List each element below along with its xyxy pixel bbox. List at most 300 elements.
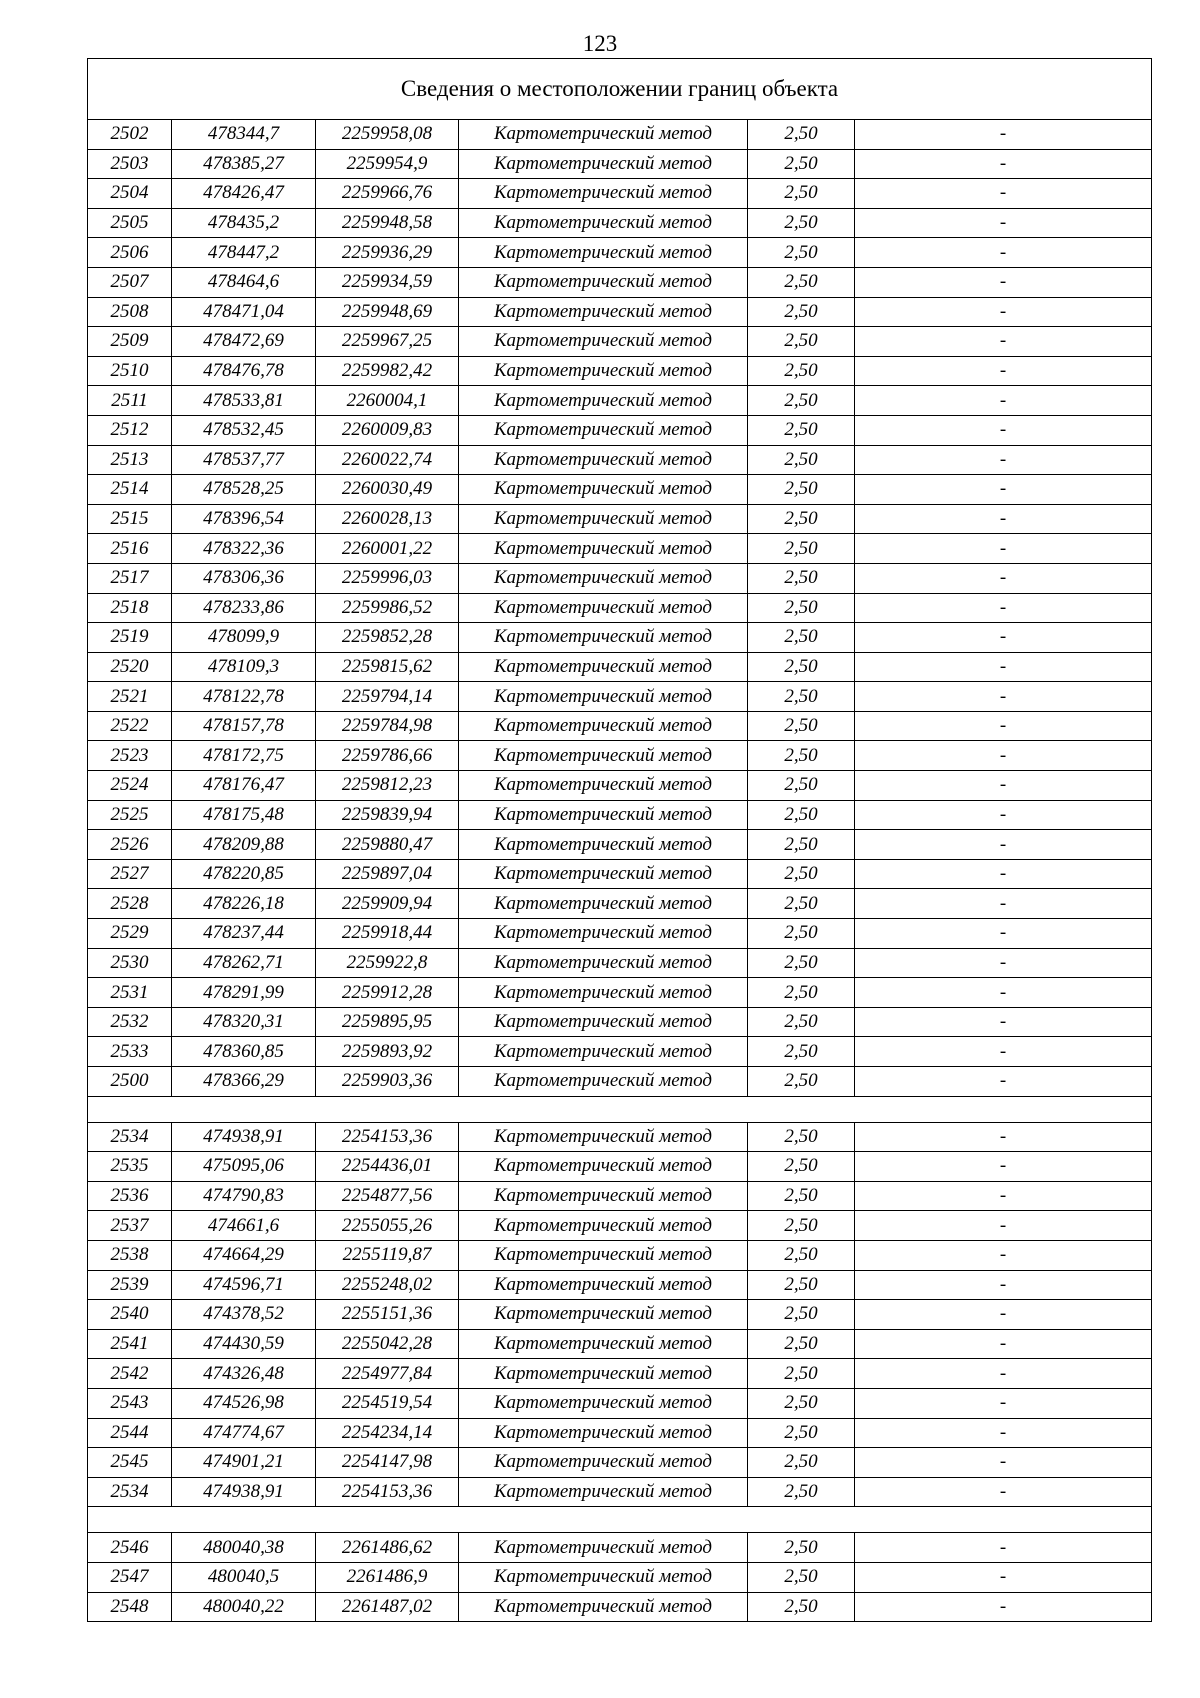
accuracy-cell: 2,50	[748, 1240, 855, 1270]
method-cell: Картометрический метод	[459, 859, 748, 889]
accuracy-cell: 2,50	[748, 593, 855, 623]
x-coordinate-cell: 478220,85	[172, 859, 316, 889]
y-coordinate-cell: 2259815,62	[316, 652, 459, 682]
point-number-cell: 2548	[88, 1592, 172, 1622]
point-number-cell: 2514	[88, 475, 172, 505]
accuracy-cell: 2,50	[748, 1329, 855, 1359]
y-coordinate-cell: 2259948,69	[316, 297, 459, 327]
accuracy-cell: 2,50	[748, 267, 855, 297]
description-cell: -	[855, 120, 1152, 150]
x-coordinate-cell: 478360,85	[172, 1037, 316, 1067]
y-coordinate-cell: 2254147,98	[316, 1448, 459, 1478]
method-cell: Картометрический метод	[459, 1181, 748, 1211]
description-cell: -	[855, 978, 1152, 1008]
x-coordinate-cell: 478528,25	[172, 475, 316, 505]
method-cell: Картометрический метод	[459, 386, 748, 416]
method-cell: Картометрический метод	[459, 1477, 748, 1507]
x-coordinate-cell: 474790,83	[172, 1181, 316, 1211]
description-cell: -	[855, 1211, 1152, 1241]
y-coordinate-cell: 2254877,56	[316, 1181, 459, 1211]
point-number-cell: 2541	[88, 1329, 172, 1359]
method-cell: Картометрический метод	[459, 948, 748, 978]
method-cell: Картометрический метод	[459, 1359, 748, 1389]
y-coordinate-cell: 2259786,66	[316, 741, 459, 771]
description-cell: -	[855, 1418, 1152, 1448]
table-row	[88, 1067, 1152, 1097]
accuracy-cell: 2,50	[748, 859, 855, 889]
accuracy-cell: 2,50	[748, 1181, 855, 1211]
description-cell: -	[855, 475, 1152, 505]
method-cell: Картометрический метод	[459, 208, 748, 238]
method-cell: Картометрический метод	[459, 327, 748, 357]
method-cell: Картометрический метод	[459, 475, 748, 505]
point-number-cell: 2533	[88, 1037, 172, 1067]
x-coordinate-cell: 478533,81	[172, 386, 316, 416]
method-cell: Картометрический метод	[459, 830, 748, 860]
method-cell: Картометрический метод	[459, 1067, 748, 1097]
page-number: 123	[582, 31, 618, 56]
description-cell: -	[855, 682, 1152, 712]
table-row	[88, 1359, 1152, 1389]
accuracy-cell: 2,50	[748, 386, 855, 416]
method-cell: Картометрический метод	[459, 889, 748, 919]
table-row	[88, 386, 1152, 416]
y-coordinate-cell: 2259880,47	[316, 830, 459, 860]
description-cell: -	[855, 1388, 1152, 1418]
method-cell: Картометрический метод	[459, 1533, 748, 1563]
method-cell: Картометрический метод	[459, 1418, 748, 1448]
point-number-cell: 2517	[88, 563, 172, 593]
point-number-cell: 2540	[88, 1300, 172, 1330]
accuracy-cell: 2,50	[748, 1007, 855, 1037]
point-number-cell: 2520	[88, 652, 172, 682]
method-cell: Картометрический метод	[459, 534, 748, 564]
accuracy-cell: 2,50	[748, 1067, 855, 1097]
table-row	[88, 652, 1152, 682]
point-number-cell: 2543	[88, 1388, 172, 1418]
method-cell: Картометрический метод	[459, 1329, 748, 1359]
accuracy-cell: 2,50	[748, 830, 855, 860]
x-coordinate-cell: 478306,36	[172, 563, 316, 593]
point-number-cell: 2506	[88, 238, 172, 268]
description-cell: -	[855, 1562, 1152, 1592]
method-cell: Картометрический метод	[459, 1007, 748, 1037]
point-number-cell: 2542	[88, 1359, 172, 1389]
x-coordinate-cell: 480040,38	[172, 1533, 316, 1563]
accuracy-cell: 2,50	[748, 208, 855, 238]
description-cell: -	[855, 741, 1152, 771]
y-coordinate-cell: 2254153,36	[316, 1122, 459, 1152]
description-cell: -	[855, 415, 1152, 445]
block-separator-row	[88, 1096, 1152, 1122]
accuracy-cell: 2,50	[748, 919, 855, 949]
table-title-row	[88, 59, 1152, 120]
method-cell: Картометрический метод	[459, 445, 748, 475]
description-cell: -	[855, 800, 1152, 830]
y-coordinate-cell: 2259893,92	[316, 1037, 459, 1067]
x-coordinate-cell: 474661,6	[172, 1211, 316, 1241]
accuracy-cell: 2,50	[748, 504, 855, 534]
table-row	[88, 356, 1152, 386]
description-cell: -	[855, 179, 1152, 209]
y-coordinate-cell: 2254436,01	[316, 1152, 459, 1182]
method-cell: Картометрический метод	[459, 711, 748, 741]
method-cell: Картометрический метод	[459, 120, 748, 150]
method-cell: Картометрический метод	[459, 593, 748, 623]
description-cell: -	[855, 1007, 1152, 1037]
description-cell: -	[855, 504, 1152, 534]
accuracy-cell: 2,50	[748, 445, 855, 475]
x-coordinate-cell: 474378,52	[172, 1300, 316, 1330]
table-row	[88, 1300, 1152, 1330]
y-coordinate-cell: 2255248,02	[316, 1270, 459, 1300]
table-row	[88, 475, 1152, 505]
y-coordinate-cell: 2254977,84	[316, 1359, 459, 1389]
point-number-cell: 2529	[88, 919, 172, 949]
point-number-cell: 2518	[88, 593, 172, 623]
x-coordinate-cell: 478209,88	[172, 830, 316, 860]
table-row	[88, 1270, 1152, 1300]
method-cell: Картометрический метод	[459, 149, 748, 179]
table-row	[88, 120, 1152, 150]
y-coordinate-cell: 2254234,14	[316, 1418, 459, 1448]
description-cell: -	[855, 652, 1152, 682]
table-row	[88, 297, 1152, 327]
description-cell: -	[855, 1592, 1152, 1622]
x-coordinate-cell: 474938,91	[172, 1122, 316, 1152]
point-number-cell: 2535	[88, 1152, 172, 1182]
x-coordinate-cell: 478176,47	[172, 771, 316, 801]
accuracy-cell: 2,50	[748, 1418, 855, 1448]
x-coordinate-cell: 474596,71	[172, 1270, 316, 1300]
x-coordinate-cell: 478291,99	[172, 978, 316, 1008]
table-row	[88, 919, 1152, 949]
y-coordinate-cell: 2261487,02	[316, 1592, 459, 1622]
point-number-cell: 2534	[88, 1477, 172, 1507]
description-cell: -	[855, 208, 1152, 238]
y-coordinate-cell: 2260030,49	[316, 475, 459, 505]
point-number-cell: 2531	[88, 978, 172, 1008]
method-cell: Картометрический метод	[459, 1388, 748, 1418]
table-row	[88, 889, 1152, 919]
accuracy-cell: 2,50	[748, 800, 855, 830]
description-cell: -	[855, 623, 1152, 653]
table-row	[88, 445, 1152, 475]
description-cell: -	[855, 297, 1152, 327]
x-coordinate-cell: 474938,91	[172, 1477, 316, 1507]
description-cell: -	[855, 1152, 1152, 1182]
point-number-cell: 2539	[88, 1270, 172, 1300]
description-cell: -	[855, 534, 1152, 564]
accuracy-cell: 2,50	[748, 415, 855, 445]
accuracy-cell: 2,50	[748, 711, 855, 741]
x-coordinate-cell: 478172,75	[172, 741, 316, 771]
x-coordinate-cell: 478226,18	[172, 889, 316, 919]
accuracy-cell: 2,50	[748, 327, 855, 357]
y-coordinate-cell: 2259852,28	[316, 623, 459, 653]
separator-cell	[88, 1507, 1152, 1533]
x-coordinate-cell: 478322,36	[172, 534, 316, 564]
table-row	[88, 267, 1152, 297]
accuracy-cell: 2,50	[748, 238, 855, 268]
y-coordinate-cell: 2259996,03	[316, 563, 459, 593]
table-row	[88, 238, 1152, 268]
accuracy-cell: 2,50	[748, 1300, 855, 1330]
y-coordinate-cell: 2259839,94	[316, 800, 459, 830]
table-row	[88, 948, 1152, 978]
accuracy-cell: 2,50	[748, 563, 855, 593]
table-row	[88, 1448, 1152, 1478]
table-row	[88, 830, 1152, 860]
accuracy-cell: 2,50	[748, 1562, 855, 1592]
method-cell: Картометрический метод	[459, 563, 748, 593]
accuracy-cell: 2,50	[748, 1477, 855, 1507]
description-cell: -	[855, 386, 1152, 416]
y-coordinate-cell: 2259966,76	[316, 179, 459, 209]
x-coordinate-cell: 474901,21	[172, 1448, 316, 1478]
description-cell: -	[855, 1533, 1152, 1563]
point-number-cell: 2536	[88, 1181, 172, 1211]
y-coordinate-cell: 2259909,94	[316, 889, 459, 919]
table-row	[88, 1562, 1152, 1592]
table-row	[88, 682, 1152, 712]
y-coordinate-cell: 2259982,42	[316, 356, 459, 386]
accuracy-cell: 2,50	[748, 1152, 855, 1182]
y-coordinate-cell: 2259948,58	[316, 208, 459, 238]
description-cell: -	[855, 889, 1152, 919]
separator-cell	[88, 1096, 1152, 1122]
point-number-cell: 2513	[88, 445, 172, 475]
y-coordinate-cell: 2259895,95	[316, 1007, 459, 1037]
x-coordinate-cell: 478233,86	[172, 593, 316, 623]
method-cell: Картометрический метод	[459, 1562, 748, 1592]
y-coordinate-cell: 2259912,28	[316, 978, 459, 1008]
y-coordinate-cell: 2261486,62	[316, 1533, 459, 1563]
point-number-cell: 2512	[88, 415, 172, 445]
accuracy-cell: 2,50	[748, 741, 855, 771]
point-number-cell: 2510	[88, 356, 172, 386]
point-number-cell: 2530	[88, 948, 172, 978]
x-coordinate-cell: 478471,04	[172, 297, 316, 327]
point-number-cell: 2523	[88, 741, 172, 771]
method-cell: Картометрический метод	[459, 1592, 748, 1622]
accuracy-cell: 2,50	[748, 948, 855, 978]
method-cell: Картометрический метод	[459, 652, 748, 682]
accuracy-cell: 2,50	[748, 1211, 855, 1241]
table-row	[88, 978, 1152, 1008]
point-number-cell: 2544	[88, 1418, 172, 1448]
x-coordinate-cell: 478366,29	[172, 1067, 316, 1097]
x-coordinate-cell: 478320,31	[172, 1007, 316, 1037]
point-number-cell: 2509	[88, 327, 172, 357]
description-cell: -	[855, 356, 1152, 386]
point-number-cell: 2507	[88, 267, 172, 297]
x-coordinate-cell: 480040,5	[172, 1562, 316, 1592]
y-coordinate-cell: 2259812,23	[316, 771, 459, 801]
point-number-cell: 2511	[88, 386, 172, 416]
table-row	[88, 504, 1152, 534]
table-row	[88, 534, 1152, 564]
description-cell: -	[855, 1448, 1152, 1478]
method-cell: Картометрический метод	[459, 1270, 748, 1300]
description-cell: -	[855, 1067, 1152, 1097]
point-number-cell: 2503	[88, 149, 172, 179]
accuracy-cell: 2,50	[748, 534, 855, 564]
y-coordinate-cell: 2259936,29	[316, 238, 459, 268]
method-cell: Картометрический метод	[459, 297, 748, 327]
x-coordinate-cell: 478099,9	[172, 623, 316, 653]
y-coordinate-cell: 2259922,8	[316, 948, 459, 978]
point-number-cell: 2516	[88, 534, 172, 564]
x-coordinate-cell: 474526,98	[172, 1388, 316, 1418]
description-cell: -	[855, 771, 1152, 801]
description-cell: -	[855, 859, 1152, 889]
table-row	[88, 1152, 1152, 1182]
y-coordinate-cell: 2259934,59	[316, 267, 459, 297]
x-coordinate-cell: 478237,44	[172, 919, 316, 949]
accuracy-cell: 2,50	[748, 978, 855, 1008]
method-cell: Картометрический метод	[459, 682, 748, 712]
x-coordinate-cell: 474326,48	[172, 1359, 316, 1389]
method-cell: Картометрический метод	[459, 1152, 748, 1182]
description-cell: -	[855, 149, 1152, 179]
x-coordinate-cell: 478396,54	[172, 504, 316, 534]
point-number-cell: 2524	[88, 771, 172, 801]
point-number-cell: 2508	[88, 297, 172, 327]
table-row	[88, 859, 1152, 889]
method-cell: Картометрический метод	[459, 504, 748, 534]
point-number-cell: 2528	[88, 889, 172, 919]
method-cell: Картометрический метод	[459, 179, 748, 209]
table-row	[88, 1592, 1152, 1622]
point-number-cell: 2504	[88, 179, 172, 209]
y-coordinate-cell: 2259958,08	[316, 120, 459, 150]
table-row	[88, 1240, 1152, 1270]
table-row	[88, 800, 1152, 830]
accuracy-cell: 2,50	[748, 179, 855, 209]
block-separator-row	[88, 1507, 1152, 1533]
point-number-cell: 2526	[88, 830, 172, 860]
y-coordinate-cell: 2259784,98	[316, 711, 459, 741]
method-cell: Картометрический метод	[459, 267, 748, 297]
table-row	[88, 1418, 1152, 1448]
method-cell: Картометрический метод	[459, 356, 748, 386]
table-row	[88, 711, 1152, 741]
y-coordinate-cell: 2259903,36	[316, 1067, 459, 1097]
point-number-cell: 2537	[88, 1211, 172, 1241]
point-number-cell: 2538	[88, 1240, 172, 1270]
table-row	[88, 1388, 1152, 1418]
y-coordinate-cell: 2259954,9	[316, 149, 459, 179]
accuracy-cell: 2,50	[748, 652, 855, 682]
x-coordinate-cell: 478109,3	[172, 652, 316, 682]
table-row	[88, 149, 1152, 179]
y-coordinate-cell: 2255042,28	[316, 1329, 459, 1359]
accuracy-cell: 2,50	[748, 771, 855, 801]
description-cell: -	[855, 919, 1152, 949]
x-coordinate-cell: 478344,7	[172, 120, 316, 150]
y-coordinate-cell: 2259897,04	[316, 859, 459, 889]
point-number-cell: 2505	[88, 208, 172, 238]
method-cell: Картометрический метод	[459, 415, 748, 445]
description-cell: -	[855, 830, 1152, 860]
table-row	[88, 1037, 1152, 1067]
accuracy-cell: 2,50	[748, 356, 855, 386]
x-coordinate-cell: 478426,47	[172, 179, 316, 209]
accuracy-cell: 2,50	[748, 1037, 855, 1067]
point-number-cell: 2519	[88, 623, 172, 653]
point-number-cell: 2534	[88, 1122, 172, 1152]
y-coordinate-cell: 2260022,74	[316, 445, 459, 475]
description-cell: -	[855, 711, 1152, 741]
point-number-cell: 2547	[88, 1562, 172, 1592]
x-coordinate-cell: 478435,2	[172, 208, 316, 238]
description-cell: -	[855, 593, 1152, 623]
y-coordinate-cell: 2254153,36	[316, 1477, 459, 1507]
method-cell: Картометрический метод	[459, 978, 748, 1008]
y-coordinate-cell: 2261486,9	[316, 1562, 459, 1592]
y-coordinate-cell: 2255119,87	[316, 1240, 459, 1270]
x-coordinate-cell: 478157,78	[172, 711, 316, 741]
description-cell: -	[855, 1240, 1152, 1270]
x-coordinate-cell: 474430,59	[172, 1329, 316, 1359]
description-cell: -	[855, 1329, 1152, 1359]
method-cell: Картометрический метод	[459, 1448, 748, 1478]
x-coordinate-cell: 474774,67	[172, 1418, 316, 1448]
table-row	[88, 593, 1152, 623]
method-cell: Картометрический метод	[459, 1037, 748, 1067]
table-row	[88, 563, 1152, 593]
table-row	[88, 741, 1152, 771]
accuracy-cell: 2,50	[748, 475, 855, 505]
point-number-cell: 2502	[88, 120, 172, 150]
x-coordinate-cell: 478464,6	[172, 267, 316, 297]
y-coordinate-cell: 2260004,1	[316, 386, 459, 416]
table-row	[88, 179, 1152, 209]
table-row	[88, 1007, 1152, 1037]
point-number-cell: 2515	[88, 504, 172, 534]
description-cell: -	[855, 238, 1152, 268]
y-coordinate-cell: 2255055,26	[316, 1211, 459, 1241]
point-number-cell: 2522	[88, 711, 172, 741]
table-row	[88, 623, 1152, 653]
table-row	[88, 1211, 1152, 1241]
description-cell: -	[855, 1037, 1152, 1067]
point-number-cell: 2500	[88, 1067, 172, 1097]
accuracy-cell: 2,50	[748, 149, 855, 179]
accuracy-cell: 2,50	[748, 682, 855, 712]
accuracy-cell: 2,50	[748, 1359, 855, 1389]
description-cell: -	[855, 948, 1152, 978]
x-coordinate-cell: 474664,29	[172, 1240, 316, 1270]
method-cell: Картометрический метод	[459, 741, 748, 771]
description-cell: -	[855, 563, 1152, 593]
description-cell: -	[855, 1477, 1152, 1507]
y-coordinate-cell: 2259986,52	[316, 593, 459, 623]
x-coordinate-cell: 478122,78	[172, 682, 316, 712]
method-cell: Картометрический метод	[459, 623, 748, 653]
table-row	[88, 415, 1152, 445]
x-coordinate-cell: 480040,22	[172, 1592, 316, 1622]
x-coordinate-cell: 478385,27	[172, 149, 316, 179]
y-coordinate-cell: 2254519,54	[316, 1388, 459, 1418]
x-coordinate-cell: 478472,69	[172, 327, 316, 357]
x-coordinate-cell: 478262,71	[172, 948, 316, 978]
accuracy-cell: 2,50	[748, 1533, 855, 1563]
y-coordinate-cell: 2259918,44	[316, 919, 459, 949]
method-cell: Картометрический метод	[459, 1211, 748, 1241]
x-coordinate-cell: 478537,77	[172, 445, 316, 475]
